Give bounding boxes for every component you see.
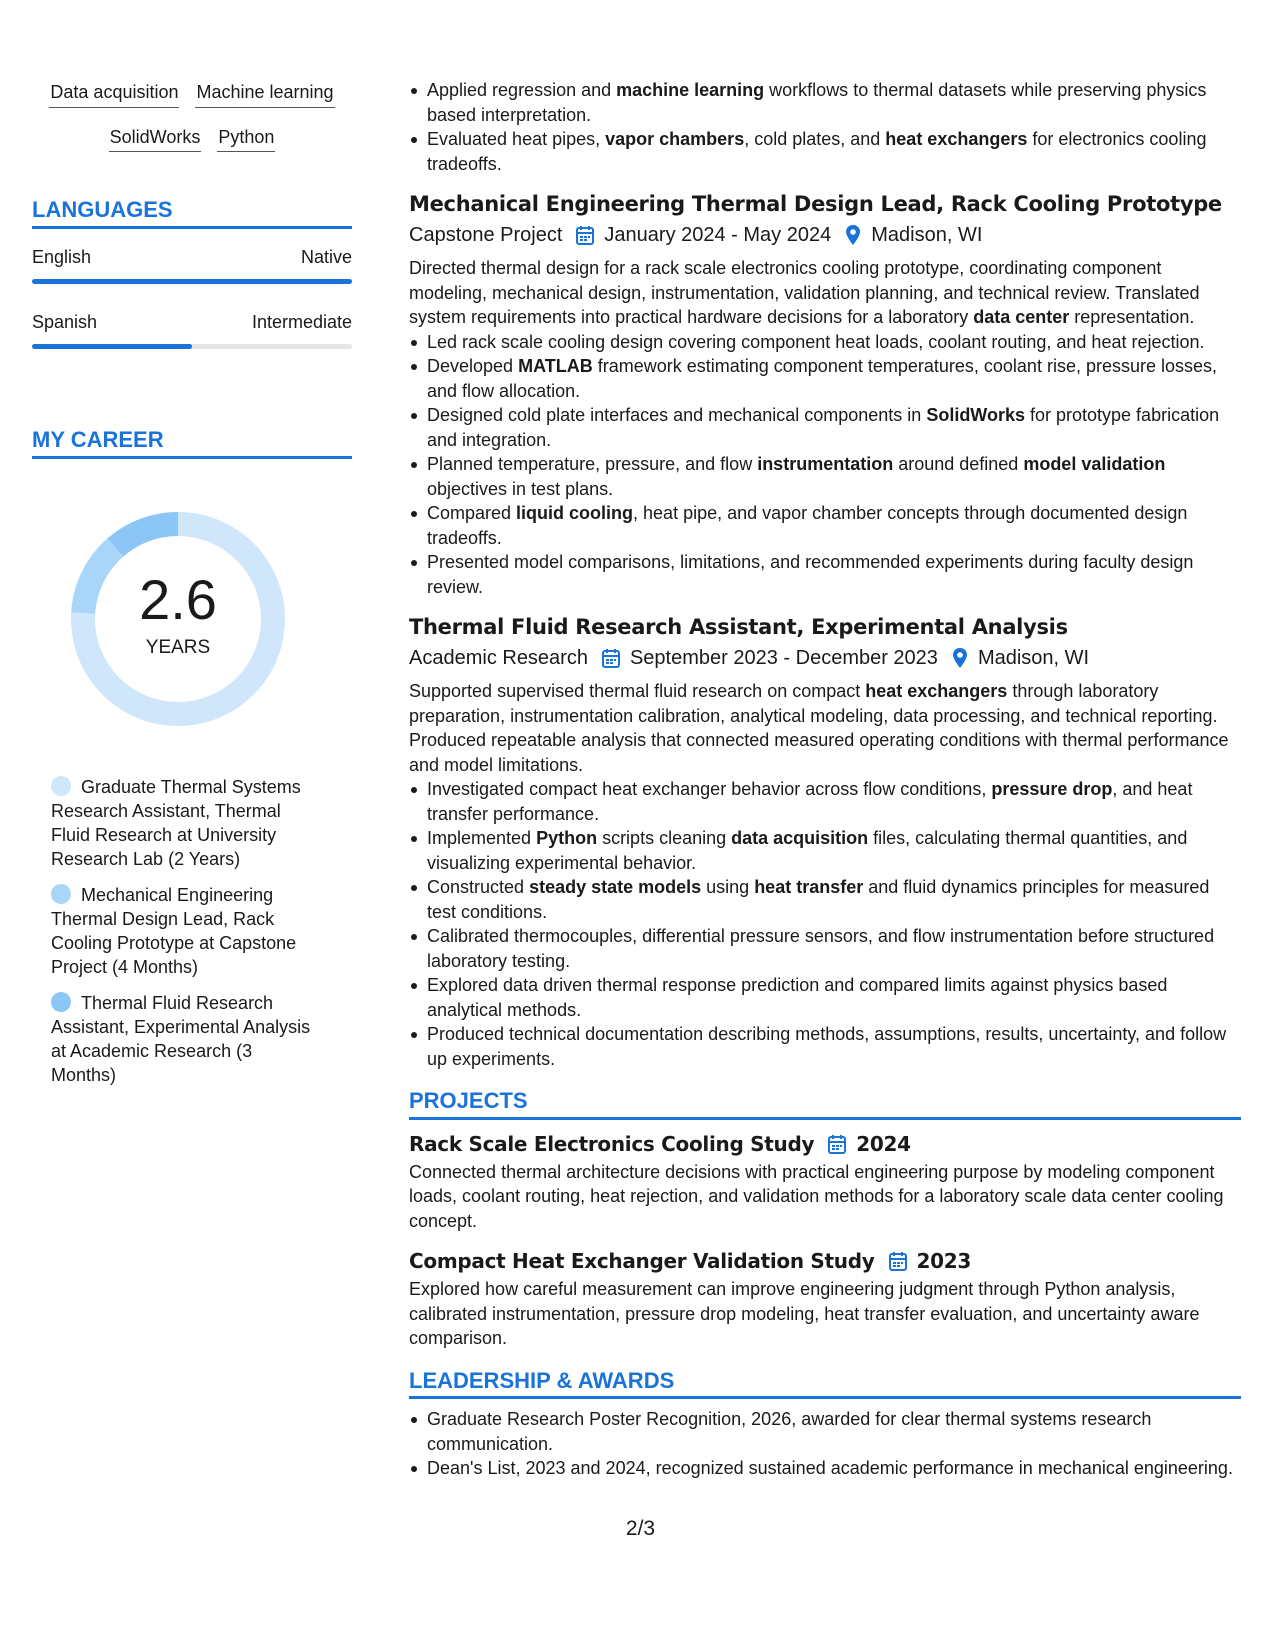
- career-heading: MY CAREER: [32, 427, 352, 459]
- job-entry: [409, 613, 1241, 1071]
- calendar-icon: [602, 648, 620, 668]
- project-year: 2024: [856, 1131, 911, 1156]
- legend-dot: [51, 992, 71, 1012]
- calendar-icon: [576, 225, 594, 245]
- language-name: Spanish: [32, 312, 98, 333]
- award-item: Graduate Research Poster Recognition, 2026, awarded for clear thermal systems research communication.: [409, 1407, 1241, 1456]
- calendar-icon: [889, 1251, 907, 1271]
- bold-keyword: machine learning: [616, 80, 765, 100]
- career-item-text: Graduate Thermal Systems Research Assistant, Thermal Fluid Research at University Research Lab (2 Years): [51, 777, 301, 870]
- bullet-item: Calibrated thermocouples, differential pressure sensors, and flow instrumentation before structured laboratory testing.: [409, 924, 1241, 973]
- career-item-text: Mechanical Engineering Thermal Design Lead, Rack Cooling Prototype at Capstone Project (4 Months): [51, 885, 297, 978]
- bold-keyword: pressure drop: [991, 779, 1113, 799]
- skill-tag: Data acquisition: [49, 82, 179, 108]
- language-level: Native: [300, 247, 352, 268]
- job-title: Thermal Fluid Research Assistant, Experimental Analysis: [409, 615, 1068, 639]
- bold-keyword: MATLAB: [518, 356, 593, 376]
- job-entry: [409, 190, 1241, 599]
- job-title: Mechanical Engineering Thermal Design Lead, Rack Cooling Prototype: [409, 192, 1222, 216]
- map-pin-icon: [845, 224, 861, 246]
- bullet-item: Compared liquid cooling, heat pipe, and vapor chamber concepts through documented design tradeoffs.: [409, 501, 1241, 550]
- job-dates: September 2023 - December 2023: [629, 647, 938, 669]
- project-title: Rack Scale Electronics Cooling Study: [409, 1131, 815, 1156]
- bold-keyword: liquid cooling: [516, 503, 634, 523]
- bullet-item: Presented model comparisons, limitations, and recommended experiments during faculty design review.: [409, 550, 1241, 599]
- bold-keyword: data center: [973, 307, 1070, 327]
- career-legend-item: [51, 775, 322, 871]
- bullet-item: Constructed steady state models using heat transfer and fluid dynamics principles for measured test conditions.: [409, 875, 1241, 924]
- calendar-icon: [828, 1134, 846, 1154]
- job-meta: [409, 220, 1241, 250]
- languages-heading: LANGUAGES: [32, 197, 352, 229]
- language-proficiency-bar: [32, 344, 352, 349]
- project-title-row: [409, 1130, 1241, 1158]
- bullet-item: Evaluated heat pipes, vapor chambers, cold plates, and heat exchangers for electronics cooling tradeoffs.: [409, 127, 1241, 176]
- bold-keyword: vapor chambers: [605, 129, 745, 149]
- legend-dot: [51, 776, 71, 796]
- project-entry: [409, 1247, 1241, 1351]
- language-name: English: [32, 247, 92, 268]
- awards-heading: LEADERSHIP & AWARDS: [409, 1369, 1241, 1400]
- bold-keyword: SolidWorks: [926, 405, 1025, 425]
- bullet-item: Produced technical documentation describing methods, assumptions, results, uncertainty, and follow up experiments.: [409, 1022, 1241, 1071]
- job-dates: January 2024 - May 2024: [604, 224, 832, 246]
- sidebar: [32, 82, 352, 1099]
- language-level: Intermediate: [251, 312, 352, 333]
- language-proficiency-fill: [32, 344, 192, 349]
- projects-heading: PROJECTS: [409, 1089, 1241, 1120]
- bold-keyword: heat exchangers: [865, 681, 1008, 701]
- language-entry: [32, 312, 352, 349]
- bold-keyword: model validation: [1023, 454, 1166, 474]
- project-year: 2023: [916, 1249, 971, 1273]
- job-description: Supported supervised thermal fluid research on compact heat exchangers through laboratory preparation, instrumentation calibration, analytical modeling, data processing, and technical reporting. Produced repeatable analysis that connected measured operating conditions with thermal performance and model limitations.: [409, 681, 1229, 775]
- career-legend-item: [51, 883, 322, 979]
- job-bullets: [409, 777, 1241, 1071]
- career-legend: [32, 775, 322, 1087]
- bullet-item: Designed cold plate interfaces and mechanical components in SolidWorks for prototype fabrication and integration.: [409, 403, 1241, 452]
- skill-tag: SolidWorks: [109, 127, 202, 153]
- project-entry: [409, 1130, 1241, 1234]
- project-title-row: [409, 1247, 1241, 1275]
- bold-keyword: heat transfer: [754, 877, 864, 897]
- career-total-unit: YEARS: [145, 637, 211, 659]
- skill-tag: Python: [217, 127, 275, 153]
- bullet-item: Investigated compact heat exchanger behavior across flow conditions, pressure drop, and heat transfer performance.: [409, 777, 1241, 826]
- legend-dot: [51, 884, 71, 904]
- job-bullets: [409, 330, 1241, 600]
- job-location: Madison, WI: [977, 647, 1090, 669]
- job-description: Directed thermal design for a rack scale electronics cooling prototype, coordinating component modeling, mechanical design, instrumentation, validation planning, and technical review. Translated system requirements into practical hardware decisions for a laboratory data center representation.: [409, 258, 1200, 327]
- job-location: Madison, WI: [871, 224, 983, 246]
- career-legend-item: [51, 991, 322, 1087]
- page-number: [0, 1517, 1275, 1541]
- career-item-text: Thermal Fluid Research Assistant, Experimental Analysis at Academic Research (3 Months): [51, 993, 311, 1086]
- career-donut-chart: [58, 499, 298, 739]
- job-organization: Academic Research: [409, 647, 588, 669]
- bullet-item: Implemented Python scripts cleaning data acquisition files, calculating thermal quantities, and visualizing experimental behavior.: [409, 826, 1241, 875]
- project-description: Connected thermal architecture decisions with practical engineering purpose by modeling component loads, coolant routing, heat rejection, and validation methods for a laboratory scale data center cooling concept.: [409, 1161, 1224, 1231]
- continued-bullets: [409, 78, 1241, 176]
- language-proficiency-bar: [32, 279, 352, 284]
- bullet-item: Planned temperature, pressure, and flow instrumentation around defined model validation objectives in test plans.: [409, 452, 1241, 501]
- bold-keyword: heat exchangers: [885, 129, 1028, 149]
- skill-row: [32, 127, 352, 153]
- award-item: Dean's List, 2023 and 2024, recognized sustained academic performance in mechanical engineering.: [409, 1456, 1241, 1481]
- project-description: Explored how careful measurement can improve engineering judgment through Python analysis, calibrated instrumentation, pressure drop modeling, heat transfer evaluation, and uncertainty aware comparison.: [409, 1279, 1200, 1348]
- language-entry: [32, 247, 352, 284]
- bold-keyword: steady state models: [529, 877, 702, 897]
- bullet-item: Developed MATLAB framework estimating component temperatures, coolant rise, pressure losses, and flow allocation.: [409, 354, 1241, 403]
- main-content: [409, 78, 1241, 1481]
- bullet-item: Applied regression and machine learning workflows to thermal datasets while preserving physics based interpretation.: [409, 78, 1241, 127]
- bold-keyword: instrumentation: [757, 454, 894, 474]
- bullet-item: Led rack scale cooling design covering component heat loads, coolant routing, and heat rejection.: [409, 330, 1241, 355]
- job-organization: Capstone Project: [409, 224, 563, 246]
- job-meta: [409, 643, 1241, 673]
- project-title: Compact Heat Exchanger Validation Study: [409, 1249, 875, 1273]
- career-total-years: 2.6: [139, 568, 217, 632]
- skills-list: [32, 82, 352, 152]
- page-number-text: 2/3: [625, 1517, 656, 1540]
- skill-row: [32, 82, 352, 108]
- language-proficiency-fill: [32, 279, 352, 284]
- awards-list: [409, 1407, 1241, 1481]
- bold-keyword: data acquisition: [731, 828, 869, 848]
- skill-tag: Machine learning: [195, 82, 334, 108]
- bold-keyword: Python: [536, 828, 598, 848]
- bullet-item: Explored data driven thermal response prediction and compared limits against physics based analytical methods.: [409, 973, 1241, 1022]
- donut-segment-academic: [116, 524, 179, 547]
- map-pin-icon: [952, 647, 968, 669]
